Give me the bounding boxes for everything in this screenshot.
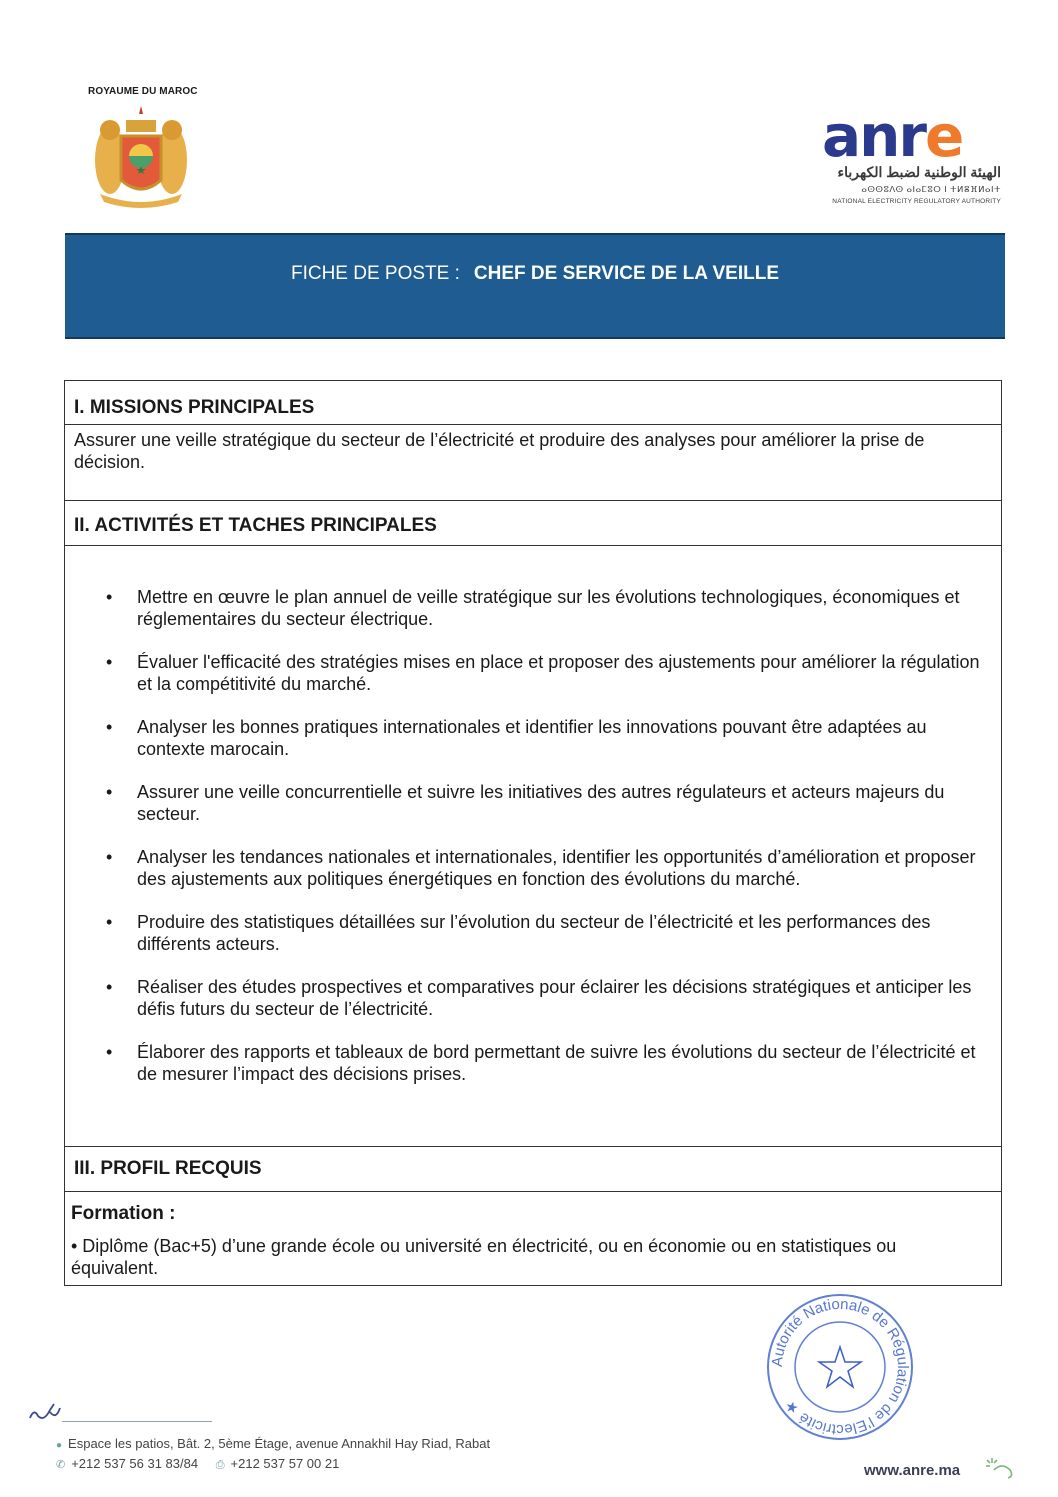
official-stamp <box>760 1292 920 1442</box>
title-banner <box>65 233 1005 339</box>
job-description-table <box>64 380 1002 1286</box>
job-title: CHEF DE SERVICE DE LA VEILLE <box>473 263 780 284</box>
footer-fax: +212 537 57 00 21 <box>230 1456 340 1471</box>
fax-icon: ⎙ <box>215 1459 225 1471</box>
formation-text: • Diplôme (Bac+5) d’une grande école ou université en électricité, ou en économie ou en statistiques ou équivalent. <box>71 1236 897 1278</box>
banner-prefix: FICHE DE POSTE : <box>290 263 460 284</box>
section-heading-activites: II. ACTIVITÉS ET TACHES PRINCIPALES <box>74 515 437 536</box>
kingdom-label: ROYAUME DU MAROC <box>88 86 198 97</box>
activity-item: • Réaliser des études prospectives et comparatives pour éclairer les décisions stratégiques et anticiper les défis futurs du secteur de l’électricité. <box>106 977 972 1019</box>
logo-word-e: e <box>925 102 963 170</box>
anre-logo <box>820 102 1005 214</box>
coat-of-arms-icon <box>88 102 194 210</box>
activities-list <box>105 586 989 1106</box>
bullet-icon: • <box>106 782 113 802</box>
activity-item: • Mettre en œuvre le plan annuel de veille stratégique sur les évolutions technologiques, économiques et réglementaires du secteur électrique. <box>106 587 960 629</box>
footer-phone: +212 537 56 31 83/84 <box>71 1456 199 1471</box>
phone-icon: ✆ <box>56 1459 66 1471</box>
svg-text:Autorité Nationale de Régulati <box>769 1296 911 1438</box>
logo-english: NATIONAL ELECTRICITY REGULATORY AUTHORITY <box>832 198 1001 205</box>
sun-swirl-icon <box>984 1456 1016 1482</box>
bullet-icon: • <box>106 912 113 932</box>
activity-item: • Produire des statistiques détaillées sur l’évolution du secteur de l’électricité et les performances des différents acteurs. <box>106 912 931 954</box>
bullet-icon: • <box>106 587 113 607</box>
formation-label: Formation : <box>71 1203 176 1224</box>
logo-arabic: الهيئة الوطنية لضبط الكهرباء <box>837 164 1001 180</box>
activity-item: • Analyser les bonnes pratiques internationales et identifier les innovations pouvant être adaptées au contexte marocain. <box>106 717 927 759</box>
activity-item: • Évaluer l'efficacité des stratégies mises en place et proposer des ajustements pour améliorer la régulation et la compétitivité du marché. <box>106 652 980 694</box>
bullet-icon: • <box>106 652 113 672</box>
bullet-icon: • <box>106 1042 113 1062</box>
activity-item: • Assurer une veille concurrentielle et suivre les initiatives des autres régulateurs et acteurs majeurs du secteur. <box>106 782 945 824</box>
section-heading-profil: III. PROFIL RECQUIS <box>74 1158 262 1179</box>
divider <box>65 1146 1001 1147</box>
footer-website[interactable]: www.anre.ma <box>864 1462 961 1479</box>
stamp-text: Autorité Nationale de Régulation de l'Electricité ★ <box>768 1295 912 1439</box>
activity-item: • Analyser les tendances nationales et internationales, identifier les opportunités d’amélioration et proposer des ajustements aux politiques énergétiques en fonction des évolutions du marché. <box>106 847 976 889</box>
logo-tifinagh: ⴰⵙⵙⵓⴷⵙ ⴰⵏⴰⵎⵓⵔ ⵏ ⵜⵍⴻⴼⵍⴰⵏⵜ <box>861 184 1001 194</box>
missions-text: Assurer une veille stratégique du secteur de l’électricité et produire des analyses pour améliorer la prise de décision. <box>74 430 925 472</box>
location-pin-icon: ● <box>56 1440 63 1451</box>
divider <box>65 1191 1001 1192</box>
bullet-icon: • <box>106 977 113 997</box>
divider <box>65 424 1001 425</box>
activity-item: • Élaborer des rapports et tableaux de bord permettant de suivre les évolutions du secteur de l’électricité et de mesurer l’impact des décisions prises. <box>106 1042 976 1084</box>
bullet-icon: • <box>106 847 113 867</box>
section-heading-missions: I. MISSIONS PRINCIPALES <box>74 397 315 418</box>
divider <box>65 500 1001 501</box>
divider <box>65 545 1001 546</box>
bullet-icon: • <box>106 717 113 737</box>
logo-word: anr <box>822 102 926 170</box>
signature-line <box>62 1421 212 1422</box>
footer-address: Espace les patios, Bât. 2, 5ème Étage, avenue Annakhil Hay Riad, Rabat <box>68 1436 491 1451</box>
